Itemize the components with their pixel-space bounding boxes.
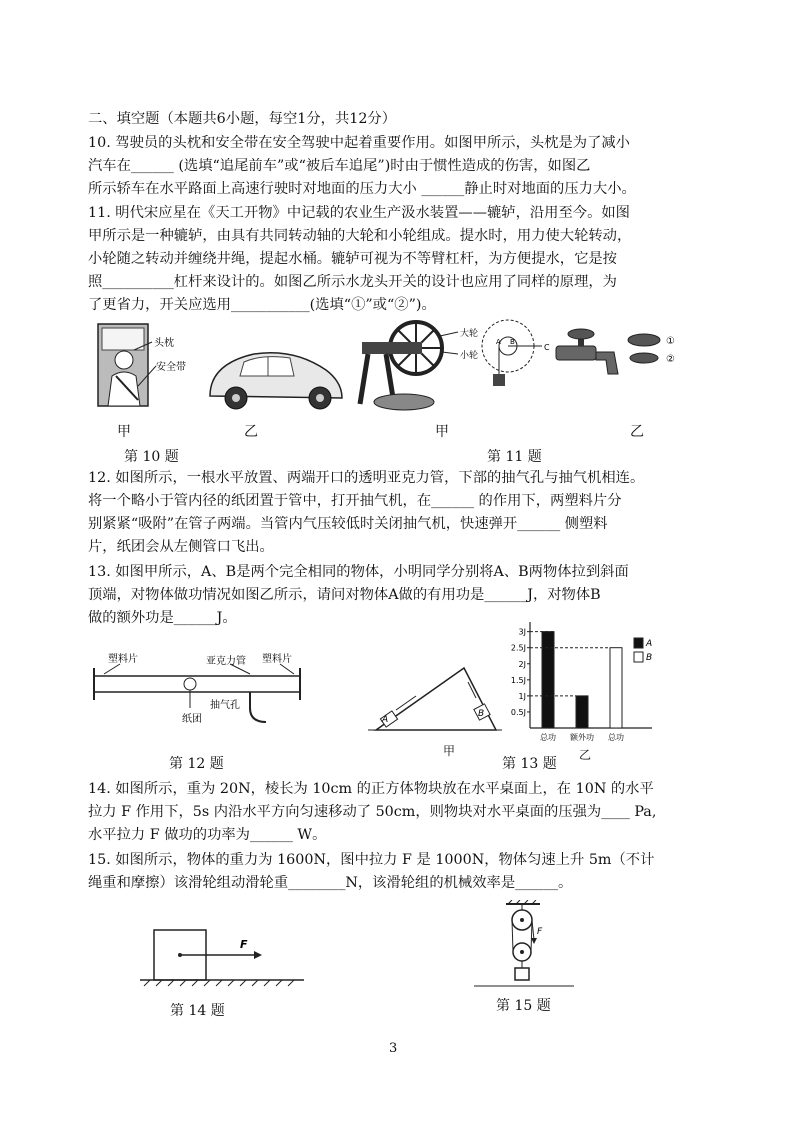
q15-line-1: 15. 如图所示，物体的重力为 1600N，图中拉力 F 是 1000N，物体匀速上升 5m（不计 [88,852,655,868]
label-c: C [544,343,550,352]
fig14-drawing [140,924,310,990]
x-tick-label: 总功 [608,733,624,742]
fig10-sub-a: 甲 [117,424,131,440]
fig13-sub-a: 甲 [443,744,456,758]
label-hole: 抽气孔 [210,700,240,711]
driver-body [108,372,140,406]
legend-swatch-a [634,638,643,648]
weight-object [515,968,529,980]
label-seatbelt: 安全带 [156,362,186,373]
label-big-wheel: 大轮 [460,329,479,339]
arrow-a [396,696,416,710]
rope-pull [532,920,534,940]
car-window [102,328,144,350]
fig10-sub-b: 乙 [244,424,258,440]
paper-ball [184,678,196,690]
fig12-drawing [90,650,310,740]
label-a: A [496,338,501,346]
section-title: 二、填空题（本题共6小题，每空1分，共12分） [88,111,397,127]
legend-label-b: B [646,653,653,663]
legend-swatch-b [634,652,643,662]
label-plastic-left: 塑料片 [108,654,138,665]
y-tick-label: 2J [518,659,526,669]
q12-line-3: 别紧紧“吸附”在管子两端。当管内气压较低时关闭抽气机，快速弹开______ 侧塑料 [88,516,608,532]
table-hatching [144,980,294,986]
label-a: A [382,715,389,725]
label-force: F [240,938,248,951]
fig11-caption: 第 11 题 [487,449,542,465]
q12-line-1: 12. 如图所示，一根水平放置、两端开口的透明亚克力管，下部的抽气孔与抽气机相连。 [88,470,645,486]
pointer-left [104,664,120,674]
movable-pulley-axle [520,950,524,954]
page-number: 3 [389,1041,398,1056]
bar-a [576,696,588,728]
q14-line-3: 水平拉力 F 做功的功率为______ W。 [88,827,327,843]
q14-line-1: 14. 如图所示，重为 20N，棱长为 10cm 的正方体物块放在水平桌面上，在 10N 的水平 [88,781,654,797]
fig15-caption: 第 15 题 [496,998,551,1014]
q11-line-4: 照__________杠杆来设计的。如图乙所示水龙头开关的设计也应用了同样的原理，为 [88,274,617,290]
label-b: B [510,338,515,346]
q11-line-1: 11. 明代宋应星在《天工开物》中记载的农业生产汲水装置——辘轳，沿用至今。如图 [88,205,630,221]
pull-arrowhead [531,938,537,944]
q10-line-3: 所示轿车在水平路面上高速行驶时对地面的压力大小 ______静止时对地面的压力大小。 [88,181,636,197]
q13-line-2: 顶端，对物体做功情况如图乙所示，请问对物体A做的有用功是______J，对物体B [88,587,601,603]
legend-label-a: A [646,639,653,649]
q12-line-4: 片，纸团会从左侧管口飞出。 [88,539,274,555]
bar-b [610,648,622,728]
pointer-right [280,664,294,674]
tap-handles [628,334,660,363]
driver-head [115,351,133,369]
y-tick-label: 0.5J [510,707,526,717]
fixed-pulley-axle [520,918,524,922]
wheel-diagram [482,320,542,386]
label-headrest: 头枕 [154,338,174,349]
q13-line-3: 做的额外功是______J。 [88,610,237,626]
label-force: F [537,927,543,937]
fig10-caption: 第 10 题 [124,449,179,465]
label-b: B [478,709,485,719]
fig13-incline [368,662,508,742]
suction-hose [250,692,266,722]
windlass-photo [360,322,458,410]
force-arrowhead [254,951,262,959]
fig14-caption: 第 14 题 [170,1003,225,1019]
fig15-drawing [470,900,580,992]
fig13-chart [494,618,666,746]
fig11-sub-b: 乙 [630,424,644,440]
q11-line-5: 了更省力，开关应选用___________(选填“①”或“②”)。 [88,297,436,313]
label-plastic-right: 塑料片 [262,654,292,665]
beetle-car [210,353,342,409]
q10-line-2: 汽车在______ (选填“追尾前车”或“被后车追尾”)时由于惯性造成的伤害，如图乙 [88,158,591,174]
label-tube: 亚克力管 [206,656,246,667]
x-tick-label: 总功 [540,733,556,742]
q12-line-2: 将一个略小于管内径的纸团置于管中，打开抽气机，在______ 的作用下，两塑料片分 [88,493,622,509]
y-tick-label: 1.5J [510,675,526,685]
bar-a [542,632,554,728]
y-tick-label: 3J [518,627,526,637]
q13-line-1: 13. 如图甲所示，A、B是两个完全相同的物体，小明同学分别将A、B两物体拉到斜面 [88,564,629,580]
fig11-drawing [356,316,696,416]
label-paper: 纸团 [182,714,202,725]
fig13-sub-b: 乙 [579,748,592,762]
y-tick-label: 2.5J [510,643,526,653]
faucet [556,329,618,374]
label-option-1: ① [666,336,675,347]
q11-line-2: 甲所示是一种辘轳，由具有共同转动轴的大轮和小轮组成。提水时，用力使大轮转动， [88,228,632,244]
label-option-2: ② [666,354,675,365]
force-point [178,953,182,957]
q10-line-1: 10. 驾驶员的头枕和安全带在安全驾驶中起着重要作用。如图甲所示，头枕是为了减小 [88,135,630,151]
fig10-drawing [94,320,344,415]
q14-line-2: 拉力 F 作用下，5s 内沿水平方向匀速移动了 50cm，则物块对水平桌面的压强为____ Pa, [88,804,657,820]
y-tick-label: 1J [518,691,526,701]
x-tick-label: 额外功 [570,733,594,742]
fig11-sub-a: 甲 [435,424,449,440]
fig12-caption: 第 12 题 [169,756,224,772]
q11-line-3: 小轮随之转动并缠绕井绳，提起水桶。辘轳可视为不等臂杠杆，为方便提水，它是按 [88,251,617,267]
q15-line-2: 绳重和摩擦）该滑轮组动滑轮重________N，该滑轮组的机械效率是______。 [88,875,573,891]
label-small-wheel: 小轮 [460,351,479,361]
fig13-caption: 第 13 题 [502,756,557,772]
